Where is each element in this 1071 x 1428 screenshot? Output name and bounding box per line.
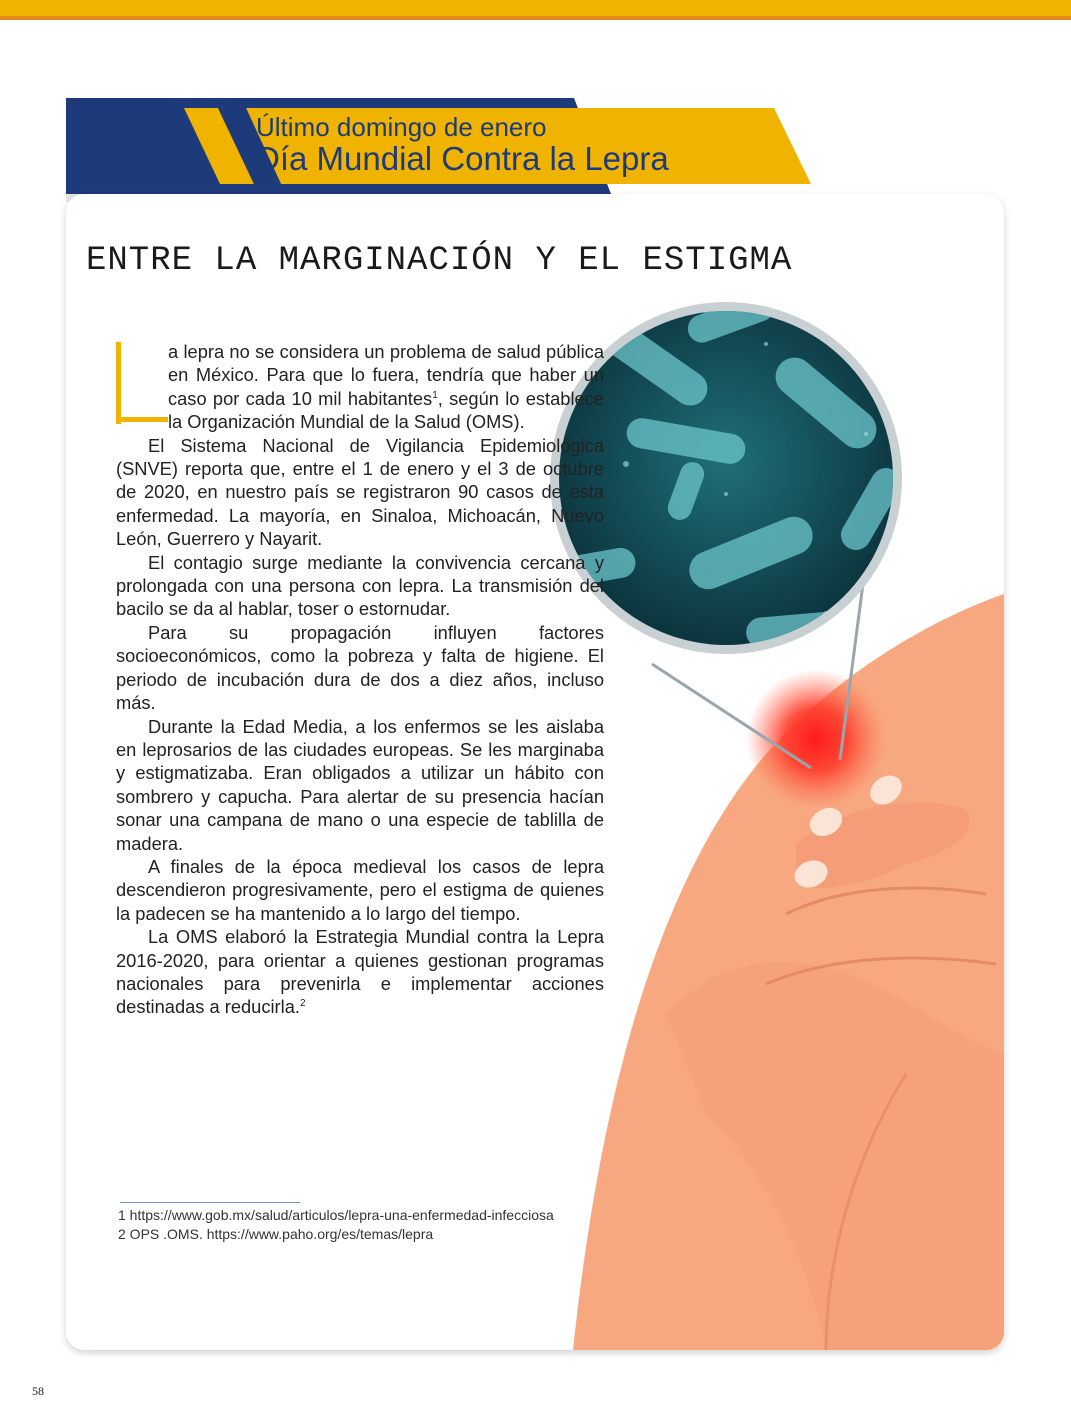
footnote-divider	[120, 1202, 300, 1203]
paragraph-3: El contagio surge mediante la convivencia cercana y prolongada con una persona con lepra. La transmisión del bacilo se da al hablar, toser o estornudar.	[116, 551, 604, 620]
paragraph-1: a lepra no se considera un problema de salud pública en México. Para que lo fuera, tendría que haber un caso por cada 10 mil habitantes$^1$, según lo establece la Organización Mundial de la Salud (OMS).	[116, 340, 604, 434]
article-body	[116, 340, 604, 1019]
drop-cap	[116, 342, 156, 422]
top-accent-line	[0, 16, 1071, 20]
banner-title: Día Mundial Contra la Lepra	[256, 140, 669, 177]
paragraph-6: A finales de la época medieval los casos de lepra descendieron progresivamente, pero el estigma de quienes la padecen se ha mantenido a lo largo del tiempo.	[116, 855, 604, 924]
paragraph-5: Durante la Edad Media, a los enfermos se les aislaba en leprosarios de las ciudades europeas. Se les marginaba y estigmatizaba. Eran obligados a utilizar un hábito con sombrero y capucha. Para alertar de su presencia hacían sonar una campana de mano o una especie de tablilla de madera.	[116, 715, 604, 854]
paragraph-4: Para su propagación influyen factores socioeconómicos, como la pobreza y falta de higiene. El periodo de incubación dura de dos a diez años, incluso más.	[116, 621, 604, 714]
footnote-1: 1 https://www.gob.mx/salud/articulos/lepra-una-enfermedad-infecciosa	[118, 1207, 554, 1223]
event-banner	[66, 98, 826, 208]
footnote-2: 2 OPS .OMS. https://www.paho.org/es/temas/lepra	[118, 1226, 434, 1242]
bacteria-view	[559, 311, 893, 645]
banner-subtitle: Último domingo de enero	[256, 112, 547, 142]
article-headline: ENTRE LA MARGINACIÓN Y EL ESTIGMA	[86, 242, 793, 280]
page-number: 58	[32, 1384, 44, 1398]
paragraph-2: El Sistema Nacional de Vigilancia Epidemiológica (SNVE) reporta que, entre el 1 de enero y el 3 de octubre de 2020, en nuestro país se registraron 90 casos de esta enfermedad. La mayoría, en Sinaloa, Michoacán, Nuevo León, Guerrero y Nayarit.	[116, 434, 604, 550]
paragraph-7: La OMS elaboró la Estrategia Mundial contra la Lepra 2016-2020, para orientar a quienes gestionan programas nacionales para prevenirla e implementar acciones destinadas a reducirla.$^2$	[116, 926, 604, 1018]
footnotes	[118, 1206, 554, 1244]
article-card	[66, 194, 1004, 1350]
